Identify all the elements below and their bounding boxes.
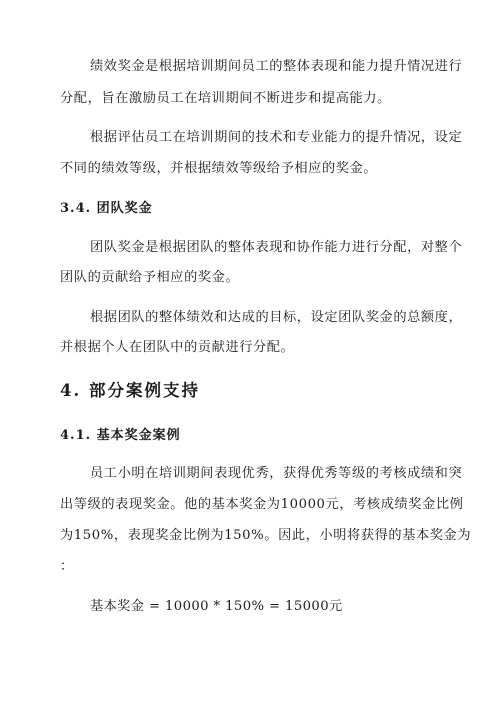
paragraph-line: 团队的贡献给予相应的奖金。 xyxy=(60,270,240,285)
paragraph-line: 不同的绩效等级，并根据绩效等级给予相应的奖金。 xyxy=(60,161,378,176)
paragraph-line: 员工小明在培训期间表现优秀，获得优秀等级的考核成绩和突 xyxy=(90,466,463,481)
paragraph-line: 并根据个人在团队中的贡献进行分配。 xyxy=(60,340,295,355)
paragraph-line: 根据评估员工在培训期间的技术和专业能力的提升情况，设定 xyxy=(90,130,463,145)
paragraph-line: 团队奖金是根据团队的整体表现和协作能力进行分配，对整个 xyxy=(90,240,463,255)
paragraph-line: 分配，旨在激励员工在培训期间不断进步和提高能力。 xyxy=(60,91,391,106)
paragraph-line: 绩效奖金是根据培训期间员工的整体表现和能力提升情况进行 xyxy=(90,59,463,74)
paragraph-line: 出等级的表现奖金。他的基本奖金为10000元，考核成绩奖金比例 xyxy=(60,497,464,512)
paragraph-line: 根据团队的整体绩效和达成的目标，设定团队奖金的总额度， xyxy=(90,310,463,325)
section-heading-3-4: 3.4. 团队奖金 xyxy=(60,201,153,216)
paragraph-line: 为150%，表现奖金比例为150%。因此，小明将获得的基本奖金为 xyxy=(60,528,472,543)
bonus-formula: 基本奖金 = 10000 * 150% = 15000元 xyxy=(90,599,343,614)
section-heading-4: 4. 部分案例支持 xyxy=(60,381,200,400)
section-heading-4-1: 4.1. 基本奖金案例 xyxy=(60,428,181,443)
paragraph-line: ： xyxy=(60,559,74,574)
